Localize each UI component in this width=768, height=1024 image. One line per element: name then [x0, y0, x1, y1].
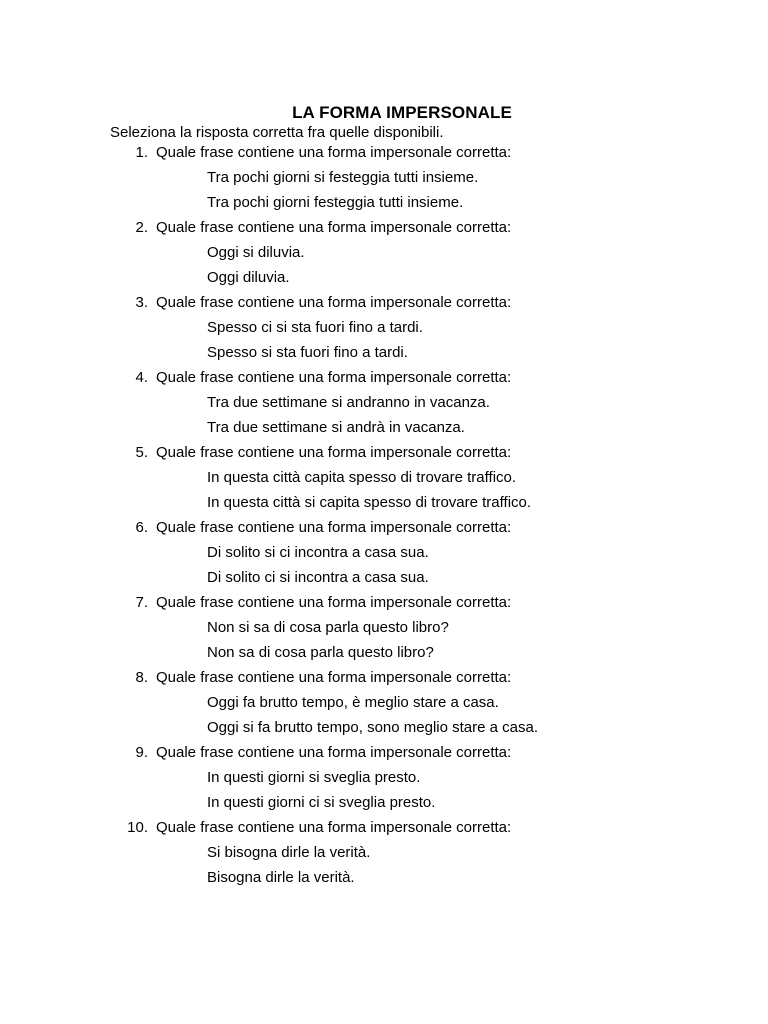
- question-number: 3.: [135, 294, 148, 311]
- answer-option[interactable]: [0, 718, 768, 743]
- question-text: Quale frase contiene una forma impersonale corretta:: [156, 294, 512, 311]
- answer-option[interactable]: [0, 768, 768, 793]
- answer-option-text: In questi giorni si sveglia presto.: [207, 769, 421, 786]
- question-line: [0, 218, 768, 243]
- answer-option-text: In questi giorni ci si sveglia presto.: [207, 794, 436, 811]
- answer-option[interactable]: [0, 418, 768, 443]
- answer-option-text: Oggi fa brutto tempo, è meglio stare a casa.: [207, 694, 499, 711]
- question-number: 1.: [135, 144, 148, 161]
- answer-option-text: In questa città si capita spesso di trovare traffico.: [207, 494, 532, 511]
- question-line: [0, 668, 768, 693]
- document-title: LA FORMA IMPERSONALE: [292, 103, 512, 122]
- question-item: [0, 743, 768, 818]
- question-number: 5.: [135, 444, 148, 461]
- question-text: Quale frase contiene una forma impersonale corretta:: [156, 444, 512, 461]
- question-line: [0, 593, 768, 618]
- answer-option-text: Spesso ci si sta fuori fino a tardi.: [207, 319, 423, 336]
- answer-option-text: Non si sa di cosa parla questo libro?: [207, 619, 449, 636]
- question-text: Quale frase contiene una forma impersonale corretta:: [156, 519, 512, 536]
- answer-option[interactable]: [0, 868, 768, 893]
- answer-option[interactable]: [0, 318, 768, 343]
- answer-option[interactable]: [0, 393, 768, 418]
- question-text: Quale frase contiene una forma impersonale corretta:: [156, 819, 512, 836]
- question-list: [0, 143, 768, 893]
- question-text: Quale frase contiene una forma impersonale corretta:: [156, 669, 512, 686]
- question-text: Quale frase contiene una forma impersonale corretta:: [156, 369, 512, 386]
- question-line: [0, 518, 768, 543]
- question-text: Quale frase contiene una forma impersonale corretta:: [156, 219, 512, 236]
- answer-option-text: Di solito ci si incontra a casa sua.: [207, 569, 429, 586]
- answer-option[interactable]: [0, 343, 768, 368]
- question-number: 2.: [135, 219, 148, 236]
- answer-option[interactable]: [0, 793, 768, 818]
- question-item: [0, 818, 768, 893]
- answer-option[interactable]: [0, 543, 768, 568]
- question-number: 8.: [135, 669, 148, 686]
- answer-option[interactable]: [0, 243, 768, 268]
- question-number: 6.: [135, 519, 148, 536]
- question-item: [0, 143, 768, 218]
- answer-option-text: Non sa di cosa parla questo libro?: [207, 644, 434, 661]
- answer-option-text: Di solito si ci incontra a casa sua.: [207, 544, 429, 561]
- instructions-text: Seleziona la risposta corretta fra quelle disponibili.: [110, 124, 444, 141]
- answer-option-text: Oggi diluvia.: [207, 269, 290, 286]
- question-item: [0, 368, 768, 443]
- question-number: 4.: [135, 369, 148, 386]
- question-item: [0, 593, 768, 668]
- question-text: Quale frase contiene una forma impersonale corretta:: [156, 144, 512, 161]
- question-item: [0, 293, 768, 368]
- question-line: [0, 143, 768, 168]
- answer-option-text: Bisogna dirle la verità.: [207, 869, 355, 886]
- answer-option-text: Tra due settimane si andrà in vacanza.: [207, 419, 465, 436]
- question-line: [0, 443, 768, 468]
- question-item: [0, 218, 768, 293]
- answer-option[interactable]: [0, 268, 768, 293]
- answer-option[interactable]: [0, 193, 768, 218]
- answer-option-text: Oggi si diluvia.: [207, 244, 305, 261]
- question-item: [0, 443, 768, 518]
- answer-option[interactable]: [0, 843, 768, 868]
- answer-option-text: Tra pochi giorni festeggia tutti insieme.: [207, 194, 464, 211]
- answer-option-text: Spesso si sta fuori fino a tardi.: [207, 344, 408, 361]
- answer-option[interactable]: [0, 643, 768, 668]
- question-line: [0, 368, 768, 393]
- answer-option[interactable]: [0, 168, 768, 193]
- question-line: [0, 743, 768, 768]
- question-number: 10.: [127, 819, 148, 836]
- question-line: [0, 818, 768, 843]
- answer-option-text: Tra pochi giorni si festeggia tutti insieme.: [207, 169, 479, 186]
- answer-option-text: In questa città capita spesso di trovare traffico.: [207, 469, 517, 486]
- question-number: 7.: [135, 594, 148, 611]
- question-text: Quale frase contiene una forma impersonale corretta:: [156, 744, 512, 761]
- answer-option-text: Oggi si fa brutto tempo, sono meglio stare a casa.: [207, 719, 539, 736]
- answer-option[interactable]: [0, 618, 768, 643]
- answer-option-text: Si bisogna dirle la verità.: [207, 844, 371, 861]
- question-text: Quale frase contiene una forma impersonale corretta:: [156, 594, 512, 611]
- question-line: [0, 293, 768, 318]
- question-item: [0, 668, 768, 743]
- answer-option[interactable]: [0, 693, 768, 718]
- answer-option[interactable]: [0, 568, 768, 593]
- question-item: [0, 518, 768, 593]
- answer-option[interactable]: [0, 493, 768, 518]
- answer-option-text: Tra due settimane si andranno in vacanza.: [207, 394, 490, 411]
- question-number: 9.: [135, 744, 148, 761]
- answer-option[interactable]: [0, 468, 768, 493]
